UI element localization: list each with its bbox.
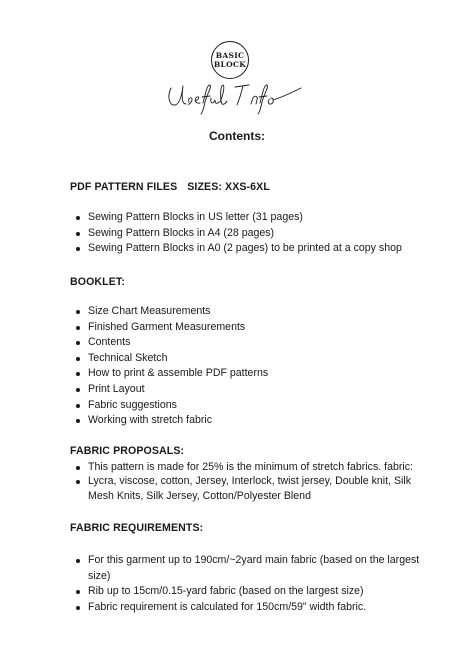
fabric-proposals-heading: FABRIC PROPOSALS: bbox=[70, 445, 185, 457]
list-item: Working with stretch fabric bbox=[74, 413, 434, 429]
booklet-heading: BOOKLET: bbox=[70, 276, 125, 288]
list-item: Technical Sketch bbox=[74, 351, 434, 367]
useful-info-script-title bbox=[165, 80, 305, 116]
pdf-files-list bbox=[74, 210, 434, 257]
pdf-pattern-files-heading bbox=[70, 181, 270, 193]
list-item: Contents bbox=[74, 335, 434, 351]
list-item: Size Chart Measurements bbox=[74, 304, 434, 320]
fabric-proposals-list bbox=[74, 460, 434, 503]
logo-line-2: BLOCK bbox=[213, 60, 247, 69]
fabric-requirements-heading: FABRIC REQUIREMENTS: bbox=[70, 522, 204, 534]
list-item: Sewing Pattern Blocks in US letter (31 pages) bbox=[74, 210, 434, 226]
list-item: Print Layout bbox=[74, 382, 434, 398]
pdf-heading-part2: SIZES: XXS-6XL bbox=[187, 181, 270, 193]
pdf-heading-part1: PDF PATTERN FILES bbox=[70, 181, 178, 193]
logo-line-1: BASIC bbox=[215, 51, 245, 60]
list-item: Fabric requirement is calculated for 150cm/59" width fabric. bbox=[74, 600, 434, 616]
list-item: Sewing Pattern Blocks in A0 (2 pages) to be printed at a copy shop bbox=[74, 241, 434, 257]
basic-block-logo bbox=[211, 41, 249, 79]
booklet-list bbox=[74, 304, 434, 429]
list-item: How to print & assemble PDF patterns bbox=[74, 366, 434, 382]
list-item: Sewing Pattern Blocks in A4 (28 pages) bbox=[74, 226, 434, 242]
fabric-requirements-list bbox=[74, 553, 434, 615]
list-item: Rib up to 15cm/0.15-yard fabric (based on the largest size) bbox=[74, 584, 434, 600]
contents-heading: Contents: bbox=[209, 129, 265, 143]
list-item: For this garment up to 190cm/~2yard main fabric (based on the largest size) bbox=[74, 553, 434, 584]
useful-info-script-graphic bbox=[165, 80, 305, 116]
list-item: Lycra, viscose, cotton, Jersey, Interlock, twist jersey, Double knit, Silk Mesh Knits, Silk Jersey, Cotton/Polyester Blend bbox=[74, 474, 434, 503]
list-item: Finished Garment Measurements bbox=[74, 320, 434, 336]
list-item: Fabric suggestions bbox=[74, 398, 434, 414]
list-item: This pattern is made for 25% is the minimum of stretch fabrics. fabric: bbox=[74, 460, 434, 474]
